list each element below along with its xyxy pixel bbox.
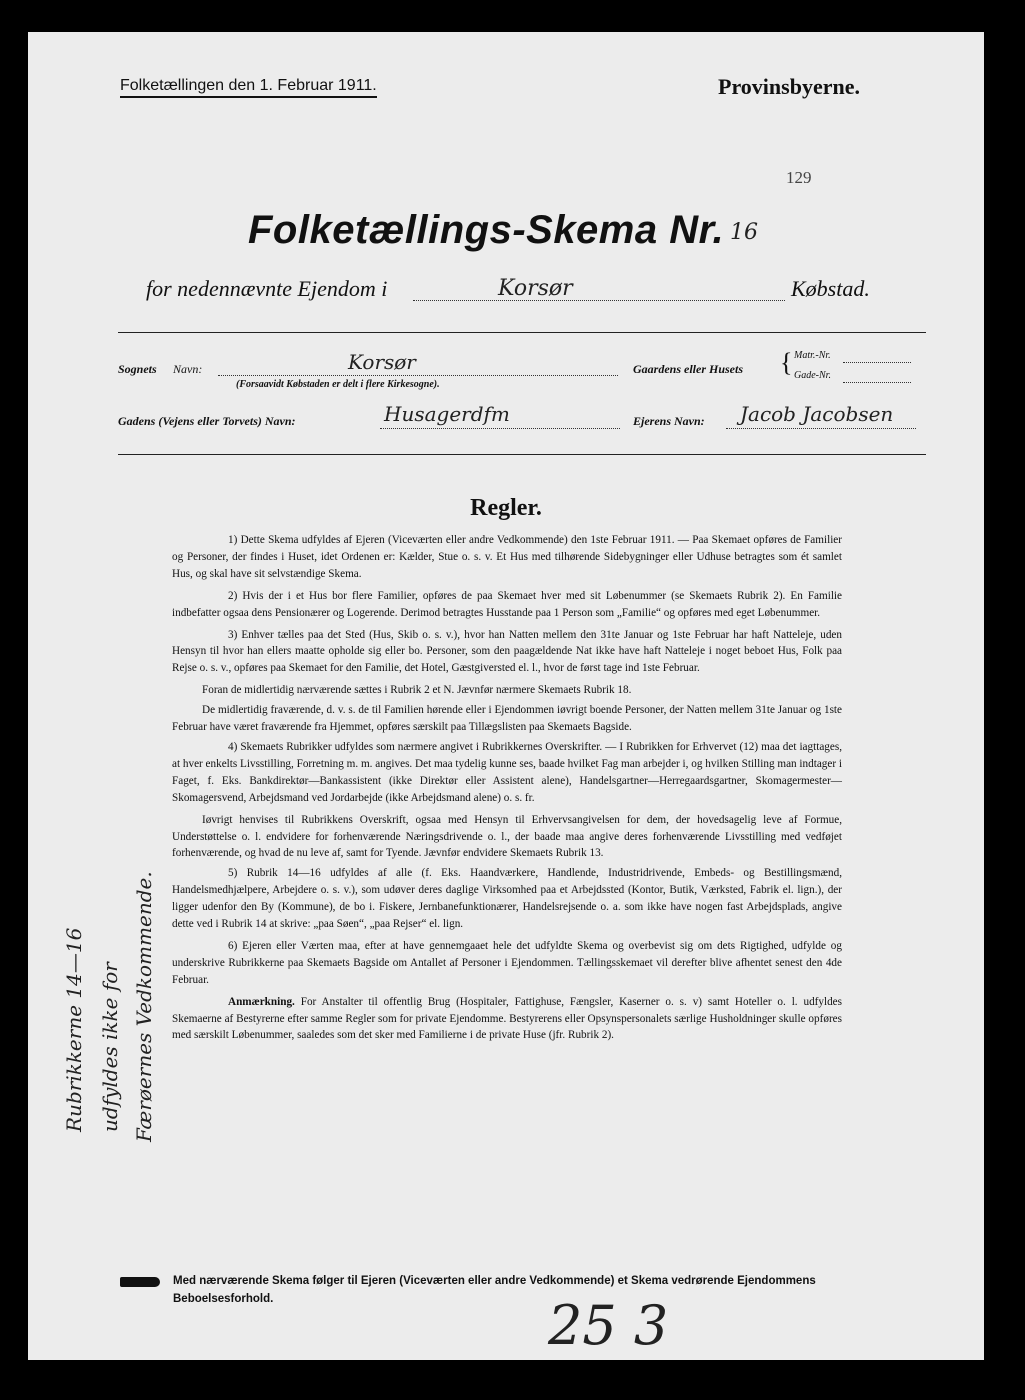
rules-heading: Regler.: [470, 495, 542, 521]
property-line-prefix: for nedennævnte Ejendom i: [146, 276, 388, 301]
sogn-label-b: Navn:: [173, 362, 203, 376]
divider-bottom: [118, 454, 926, 455]
note: [172, 994, 842, 1045]
rule-2: 2) Hvis der i et Hus bor flere Familier, opføres de paa Skemaet hver med sit Løbenummer (se Skemaets Rubrik 2). En Familie indbefatter ogsaa dens Pensionærer og Logerende. Derimod betragtes Husstande paa 1 Person som „Familie“ og opføres med eget Løbenummer.: [172, 589, 842, 619]
rule-3-cont-b: De midlertidig fraværende, d. v. s. de til Familien hørende eller i Ejendommen iøvrigt boende Personer, der Natten mellem 31te Januar og 1ste Februar have været fraværende fra Hjemmet, opføres særskilt paa Tillægslisten paa Skemaets Bagside.: [172, 704, 842, 734]
matr-label: Matr.-Nr.: [794, 350, 831, 361]
page-number: 129: [786, 168, 812, 187]
property-line: [146, 276, 387, 302]
note-text: For Anstalter til offentlig Brug (Hospitaler, Fattighuse, Fængsler, Kaserner o. s. v) samt Hoteller o. l. udfyldes Skemaerne af Bestyrerne efter samme Regler som for private Ejendomme. Bestyrerens eller Opsynspersonalets særlige Husholdninger skulle opføres med særskilt Løbenummer, saaledes som det sker med Familierne i de private Huse (jfr. Rubrik 2).: [172, 995, 843, 1042]
rule-3: 3) Enhver tælles paa det Sted (Hus, Skib o. s. v.), hvor han Natten mellem den 31te Januar og 1ste Februar har haft Natteleje, uden Hensyn til hvor han ellers maatte opholde sig eller bo. Personer, som den paagældende Nat ikke have haft Natteleje i noget beboet Hus, Folk paa Rejse o. s. v., opføres paa Skemaet for den Familie, det Hotel, Gæstgiversted el. l., hvor de først tage ind 1ste Februar.: [172, 628, 842, 675]
ejer-fill-line: [726, 428, 916, 429]
town-fill-line: [413, 300, 785, 301]
side-note-line-1: Rubrikkerne 14—16: [62, 927, 86, 1132]
form-number-handwritten: 16: [730, 220, 758, 245]
pointing-hand-icon: [120, 1273, 168, 1291]
side-note-line-3: Færøernes Vedkommende.: [132, 871, 156, 1142]
ejer-value-handwritten: Jacob Jacobsen: [740, 402, 894, 426]
census-date-header: Folketællingen den 1. Februar 1911.: [120, 76, 377, 98]
rule-4: 4) Skemaets Rubrikker udfyldes som nærmere angivet i Rubrikkernes Overskrifter. — I Rubrikken for Erhvervet (12) maa det iagttages, at hver enkelts Livsstilling, Forretning m. m. angives. Det maa tydelig kunne ses, baade hvilket Fag man arbejder i, og hvilken Stilling man indtager i Faget, f. Eks. Bankdirektør—Bankassistent (ikke Direktør eller Assistent alene), Handelsgartner—Herregaardsgartner, Skomagermester—Skomagersvend, Arbejdsmand ved Jordarbejde (ikke Arbejdsmand alene) o. s. fr.: [172, 740, 842, 804]
gade-nr-label: Gade-Nr.: [794, 370, 831, 381]
rule-6: 6) Ejeren eller Værten maa, efter at have gennemgaaet hele det udfyldte Skema og overbevist sig om dets Rigtighed, udfylde og underskrive Rubrikkerne paa Skemaets Bagside om Antallet af Personer i Ejendommen. Tællingsskemaet vil derefter blive afhentet senest den 4de Februar.: [172, 939, 842, 986]
rule-5: 5) Rubrik 14—16 udfyldes af alle (f. Eks. Haandværkere, Handlende, Industridrivende, Embeds- og Bestillingsmænd, Handelsmedhjælpere, Arbejdere o. s. v.), som udøver deres daglige Virksomhed paa et Arbejdssted (Kontor, Butik, Værksted, Fabrik el. lign.), der ligger udenfor den By (Kommune), de bo i. Fiskere, Jernbanefunktionærer, Handelsrejsende o. a. som ikke have nogen fast Arbejdsplads, angive dette ved i Rubrik 14 at skrive: „paa Søen“, „paa Rejser“ el. lign.: [172, 867, 842, 931]
bottom-note: Med nærværende Skema følger til Ejeren (Viceværten eller andre Vedkommende) et Skema vedrørende Ejendommens Beboelsesforhold.: [173, 1275, 816, 1305]
gade-fill-line: [380, 428, 620, 429]
form-title: Folketællings-Skema Nr.: [248, 208, 725, 252]
gade-label: Gadens (Vejens eller Torvets) Navn:: [118, 414, 296, 428]
sogn-note: (Forsaavidt Købstaden er delt i flere Kirkesogne).: [236, 379, 440, 390]
note-label: Anmærkning.: [228, 995, 295, 1008]
ejer-label: Ejerens Navn:: [633, 414, 705, 428]
sogn-label-a: Sognets: [118, 362, 157, 376]
divider-top: [118, 332, 926, 333]
bottom-handwritten-number: 25 3: [548, 1294, 669, 1357]
rules-body: [172, 532, 842, 1049]
gade-nr-fill-line: [843, 382, 911, 383]
rule-4-cont: Iøvrigt henvises til Rubrikkens Overskrift, ogsaa med Hensyn til Erhvervsangivelsen for dem, der hovedsagelig leve af Formue, Understøttelse o. l. endvidere for forhenværende Næringsdrivende o. l., der baade maa angive deres forhenværende Livsstilling med vedføjet forhenværende, og hvad de nu leve af, samt for Tyende. Jævnfør endvidere Skemaets Rubrik 13.: [172, 813, 842, 860]
sogn-fill-line: [218, 375, 618, 376]
property-line-suffix: Købstad.: [791, 276, 870, 301]
census-form-page: [28, 32, 984, 1360]
rule-1: 1) Dette Skema udfyldes af Ejeren (Viceværten eller andre Vedkommende) den 1ste Februar 1911. — Paa Skemaet opføres de Familier og Personer, der findes i Huset, idet Ordenen er: Kælder, Stue o. s. v. Et Hus med tilhørende Sidebygninger eller Udhuse betragtes som ét samlet Hus, og skal have sit selvstændige Skema.: [172, 534, 842, 580]
region-header: Provinsbyerne.: [718, 74, 860, 99]
matr-fill-line: [843, 362, 911, 363]
brace-icon: {: [780, 348, 793, 377]
side-note-line-2: udfyldes ikke for: [98, 962, 122, 1132]
rule-3-cont-a: Foran de midlertidig nærværende sættes i Rubrik 2 et N. Jævnfør nærmere Skemaets Rubrik 18.: [202, 684, 632, 697]
town-handwritten: Korsør: [498, 276, 573, 301]
sogn-value-handwritten: Korsør: [348, 350, 416, 374]
gade-value-handwritten: Husagerdfm: [384, 402, 510, 426]
gaard-label: Gaardens eller Husets: [633, 362, 744, 376]
